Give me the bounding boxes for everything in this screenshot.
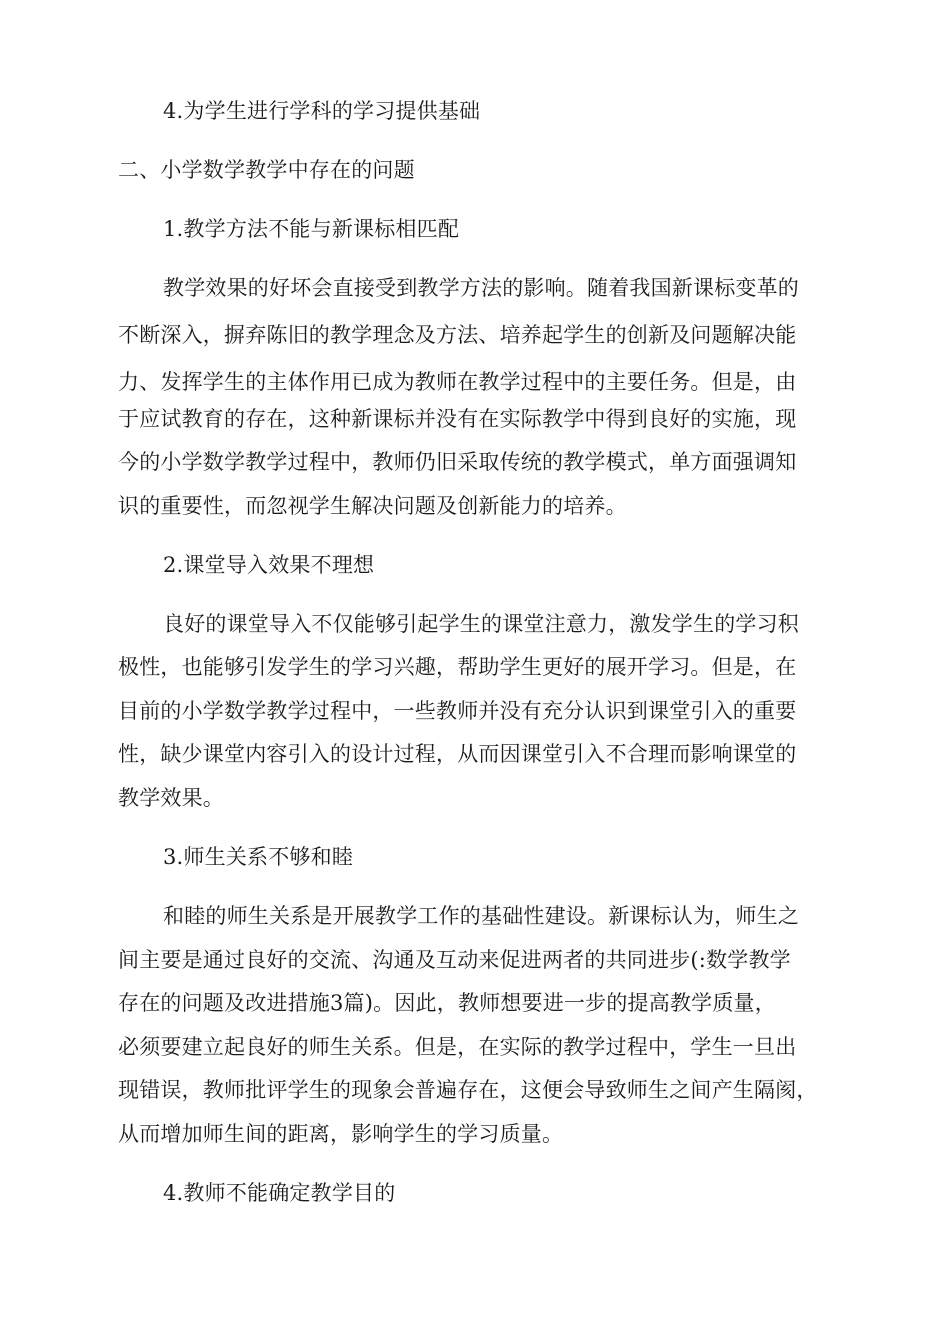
problem-3-paragraph-line: 存在的问题及改进措施3篇)。因此，教师想要进一步的提高教学质量，	[118, 991, 776, 1015]
problem-3-paragraph-line: 现错误，教师批评学生的现象会普遍存在，这便会导致师生之间产生隔阂，	[118, 1078, 818, 1102]
problem-2-paragraph-line: 目前的小学数学教学过程中，一些教师并没有充分认识到课堂引入的重要	[118, 699, 797, 723]
problem-2-paragraph-line: 性，缺少课堂内容引入的设计过程，从而因课堂引入不合理而影响课堂的	[118, 742, 797, 766]
problem-1-paragraph-line: 力、发挥学生的主体作用已成为教师在教学过程中的主要任务。但是，由	[118, 370, 797, 394]
problem-1-paragraph-line: 识的重要性，而忽视学生解决问题及创新能力的培养。	[118, 494, 627, 518]
problem-1-paragraph-line: 于应试教育的存在，这种新课标并没有在实际教学中得到良好的实施，现	[118, 407, 797, 431]
problem-3-paragraph-line: 必须要建立起良好的师生关系。但是，在实际的教学过程中，学生一旦出	[118, 1035, 797, 1059]
problem-3-paragraph-line: 和睦的师生关系是开展教学工作的基础性建设。新课标认为，师生之	[163, 904, 799, 928]
problem-1-paragraph-line: 不断深入，摒弃陈旧的教学理念及方法、培养起学生的创新及问题解决能	[118, 323, 797, 347]
problem-2-paragraph-line: 良好的课堂导入不仅能够引起学生的课堂注意力，激发学生的学习积	[163, 612, 799, 636]
problem-3-title: 3.师生关系不够和睦	[163, 845, 354, 869]
problem-2-paragraph-line: 教学效果。	[118, 786, 224, 810]
problem-2-paragraph-line: 极性，也能够引发学生的学习兴趣，帮助学生更好的展开学习。但是，在	[118, 655, 797, 679]
problem-1-title: 1.教学方法不能与新课标相匹配	[163, 217, 460, 241]
problem-3-paragraph-line: 间主要是通过良好的交流、沟通及互动来促进两者的共同进步(:数学教学	[118, 948, 791, 972]
problem-1-paragraph-line: 教学效果的好坏会直接受到教学方法的影响。随着我国新课标变革的	[163, 276, 799, 300]
problem-1-paragraph-line: 今的小学数学教学过程中，教师仍旧采取传统的教学模式，单方面强调知	[118, 450, 797, 474]
problem-3-paragraph-line: 从而增加师生间的距离，影响学生的学习质量。	[118, 1122, 564, 1146]
problem-4-title: 4.教师不能确定教学目的	[163, 1181, 396, 1205]
section-2-title: 二、小学数学教学中存在的问题	[118, 158, 415, 182]
item-4-foundation-heading: 4.为学生进行学科的学习提供基础	[163, 99, 481, 123]
problem-2-title: 2.课堂导入效果不理想	[163, 553, 375, 577]
